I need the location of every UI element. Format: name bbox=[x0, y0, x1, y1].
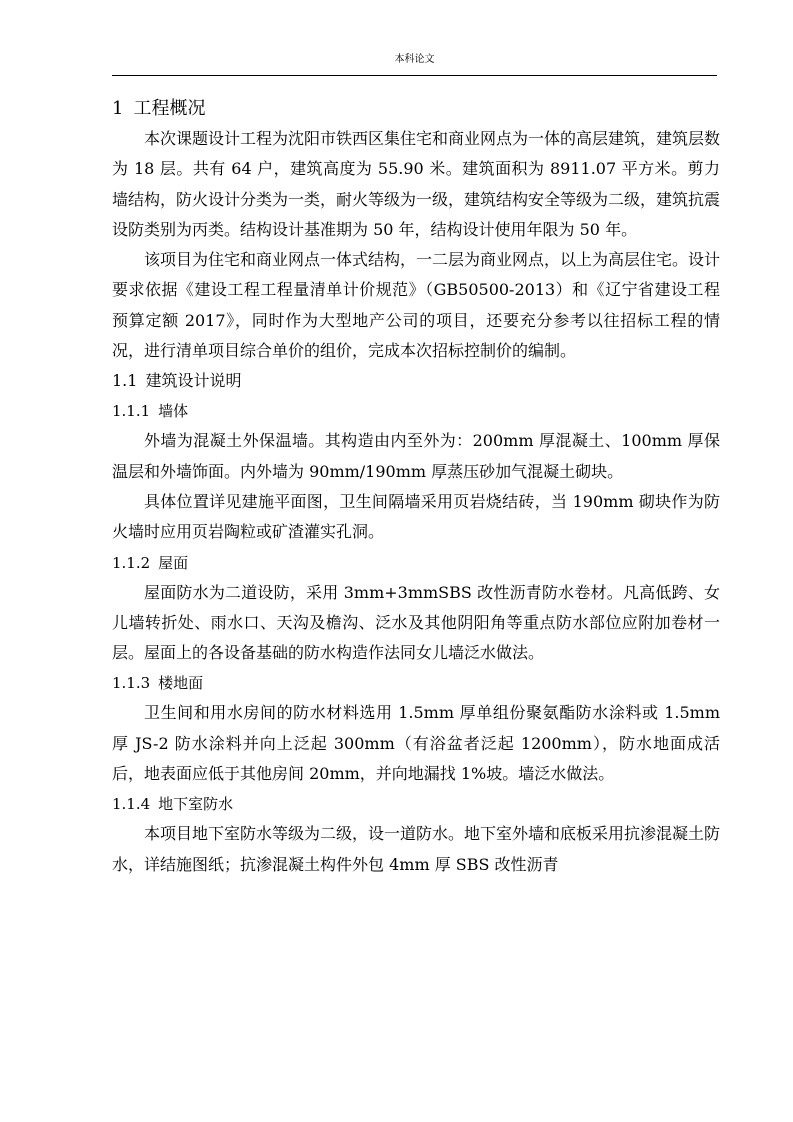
paragraph: 卫生间和用水房间的防水材料选用 1.5mm 厚单组份聚氨酯防水涂料或 1.5mm 厚 JS-2 防水涂料并向上泛起 300mm（有浴盆者泛起 1200mm），防水地面成活后，地表面应低于其他房间 20mm，并向地漏找 1%坡。墙泛水做法。 bbox=[112, 703, 720, 784]
document-body bbox=[112, 94, 720, 880]
chapter-heading bbox=[112, 94, 720, 124]
running-title: 本科论文 bbox=[394, 54, 435, 65]
paragraph: 本次课题设计工程为沈阳市铁西区集住宅和商业网点为一体的高层建筑，建筑层数为 18 层。共有 64 户，建筑高度为 55.90 米。建筑面积为 8911.07 平方米。剪力墙结构，防火设计分类为一类，耐火等级为一级，建筑结构安全等级为二级，建筑抗震设防类别为丙类。结构设计基准期为 50 年，结构设计使用年限为 50 年。 bbox=[112, 129, 721, 239]
paragraph: 本项目地下室防水等级为二级，设一道防水。地下室外墙和底板采用抗渗混凝土防水，详结施图纸；抗渗混凝土构件外包 4mm 厚 SBS 改性沥青 bbox=[112, 824, 721, 874]
subsection-heading bbox=[112, 668, 720, 698]
heading-number: 1.1.4 bbox=[112, 795, 151, 814]
paragraph: 具体位置详见建施平面图，卫生间隔墙采用页岩烧结砖，当 190mm 砌块作为防火墙时应用页岩陶粒或矿渣灌实孔洞。 bbox=[112, 491, 720, 542]
heading-title: 屋面 bbox=[158, 553, 189, 572]
paragraph: 该项目为住宅和商业网点一体式结构，一二层为商业网点，以上为高层住宅。设计要求依据《建设工程工程量清单计价规范》（GB50500-2013）和《辽宁省建设工程预算定额 2017》，同时作为大型地产公司的项目，还要充分参考以往招标工程的情况，进行清单项目综合单价的组价，完成本次招标控制价的编制。 bbox=[112, 250, 721, 361]
heading-number: 1.1.2 bbox=[112, 553, 151, 572]
subsection-heading bbox=[112, 548, 720, 578]
subsection-heading bbox=[112, 789, 720, 819]
paragraph: 外墙为混凝土外保温墙。其构造由内至外为：200mm 厚混凝土、100mm 厚保温层和外墙饰面。内外墙为 90mm/190mm 厚蒸压砂加气混凝土砌块。 bbox=[112, 431, 720, 481]
section-heading bbox=[112, 366, 720, 396]
paragraph: 屋面防水为二道设防，采用 3mm+3mmSBS 改性沥青防水卷材。凡高低跨、女儿墙转折处、雨水口、天沟及檐沟、泛水及其他阴阳角等重点防水部位应附加卷材一层。屋面上的各设备基础的防水构造作法同女儿墙泛水做法。 bbox=[112, 582, 720, 663]
heading-title: 墙体 bbox=[158, 402, 189, 421]
heading-title: 楼地面 bbox=[158, 674, 204, 693]
heading-number: 1.1.1 bbox=[112, 402, 151, 421]
page-header bbox=[112, 53, 717, 76]
heading-title: 工程概况 bbox=[133, 98, 206, 119]
heading-number: 1.1.3 bbox=[112, 674, 151, 693]
heading-number: 1 bbox=[112, 98, 124, 119]
subsection-heading bbox=[112, 396, 720, 426]
heading-number: 1.1 bbox=[112, 371, 138, 391]
heading-title: 建筑设计说明 bbox=[145, 371, 242, 391]
heading-title: 地下室防水 bbox=[158, 795, 234, 814]
